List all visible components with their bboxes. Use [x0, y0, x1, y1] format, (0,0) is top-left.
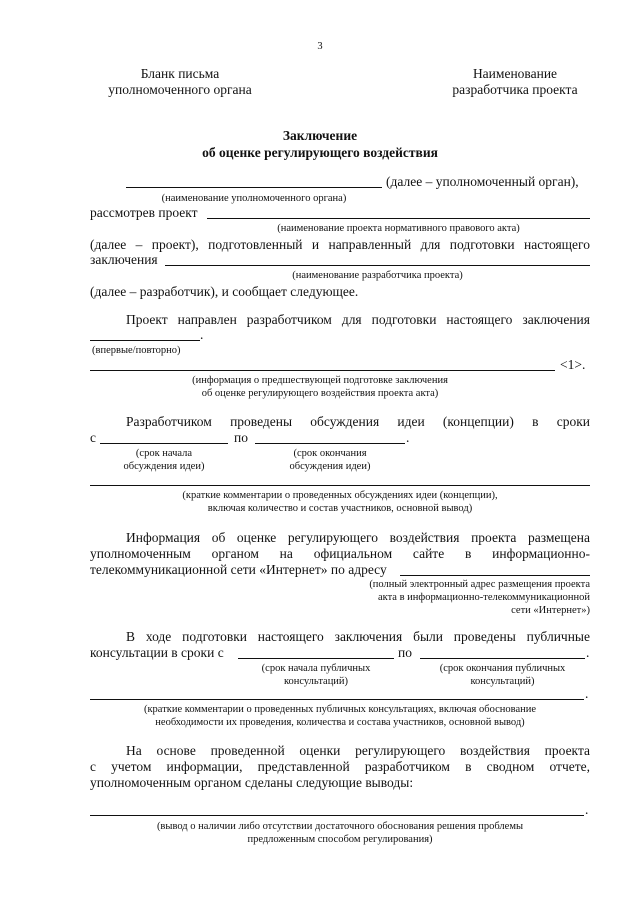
developer-caption: (наименование разработчика проекта)	[292, 270, 463, 281]
header-left-line1: Бланк письма	[140, 66, 220, 81]
header-right-line2: разработчика проекта	[452, 82, 578, 97]
consult-end-caption-line2: консультаций)	[470, 676, 535, 687]
section3-line2: уполномоченным органом на официальном сайте в информационно-	[90, 546, 590, 561]
consult-end-dot: .	[586, 645, 590, 660]
title-line2: об оценке регулирующего воздействия	[202, 145, 438, 160]
act-name-blank	[207, 218, 590, 219]
consult-end-blank	[420, 658, 585, 659]
conclusion-caption-line2: предложенным способом регулирования)	[247, 834, 433, 845]
title-line1: Заключение	[282, 128, 358, 143]
act-name-caption: (наименование проекта нормативного правового акта)	[277, 223, 520, 234]
section3-line1: Информация об оценке регулирующего воздействия проекта размещена	[126, 530, 590, 545]
section1-line1: Проект направлен разработчиком для подготовки настоящего заключения	[126, 312, 590, 327]
prior-info-blank	[90, 370, 555, 371]
conclusion-caption-line1: (вывод о наличии либо отсутствии достаточного обоснования решения проблемы	[156, 821, 524, 832]
idea-comments-caption-line1: (краткие комментарии о проведенных обсуждениях идеи (концепции),	[182, 490, 498, 501]
authority-suffix: (далее – уполномоченный орган),	[386, 174, 579, 189]
consult-start-blank	[238, 658, 394, 659]
consult-comments-blank	[90, 699, 584, 700]
consult-to-label: по	[398, 645, 412, 660]
section4-line2-prefix: консультации в сроки с	[90, 645, 224, 660]
from-label: с	[90, 430, 96, 445]
address-caption-line2: акта в информационно-телекоммуникационной	[377, 592, 590, 603]
idea-end-caption-line2: обсуждения идеи)	[289, 461, 371, 472]
authority-blank	[126, 187, 382, 188]
prior-caption-line1: (информация о предшествующей подготовке заключения	[192, 375, 448, 386]
to-label: по	[234, 430, 248, 445]
footnote-ref: <1>.	[560, 357, 586, 372]
idea-start-caption-line2: обсуждения идеи)	[123, 461, 205, 472]
prior-caption-line2: об оценке регулирующего воздействия проекта акта)	[201, 388, 439, 399]
consult-start-caption-line2: консультаций)	[283, 676, 349, 687]
developer-blank	[165, 265, 590, 266]
section5-line3: уполномоченным органом сделаны следующие выводы:	[90, 775, 414, 790]
conclusion-label: заключения	[90, 252, 158, 267]
first-time-blank	[90, 340, 200, 341]
conclusion-dot: .	[585, 802, 589, 817]
authority-caption: (наименование уполномоченного органа)	[161, 193, 347, 204]
section5-line2: с учетом информации, представленной разработчиком в сводном отчете,	[90, 759, 590, 774]
header-right-line1: Наименование	[472, 66, 558, 81]
consult-start-caption-line1: (срок начала публичных	[261, 663, 371, 674]
consult-comments-dot: .	[585, 686, 589, 701]
idea-comments-caption-line2: включая количество и состав участников, основной вывод)	[207, 503, 473, 514]
idea-comments-blank	[90, 485, 590, 486]
idea-start-blank	[100, 443, 228, 444]
idea-end-blank	[255, 443, 405, 444]
consult-comments-caption-line2: необходимости их проведения, количества и состава участников, основной вывод)	[155, 717, 525, 728]
intro-line5: (далее – разработчик), и сообщает следующее.	[90, 284, 359, 299]
conclusion-blank	[90, 815, 584, 816]
first-time-caption: (впервые/повторно)	[92, 345, 181, 356]
header-left-line2: уполномоченного органа	[108, 82, 252, 97]
section2-line1: Разработчиком проведены обсуждения идеи (концепции) в сроки	[126, 414, 590, 429]
address-blank	[400, 575, 590, 576]
consult-comments-caption-line1: (краткие комментарии о проведенных публичных консультациях, включая обоснование	[143, 704, 537, 715]
idea-end-caption-line1: (срок окончания	[293, 448, 367, 459]
intro-line3: (далее – проект), подготовленный и направленный для подготовки настоящего	[90, 237, 590, 252]
address-caption-line3: сети «Интернет»)	[511, 605, 590, 616]
section5-line1: На основе проведенной оценки регулирующего воздействия проекта	[126, 743, 590, 758]
address-caption-line1: (полный электронный адрес размещения проекта	[369, 579, 590, 590]
section3-line3: телекоммуникационной сети «Интернет» по адресу	[90, 562, 387, 577]
page-number: 3	[317, 41, 323, 52]
consult-end-caption-line1: (срок окончания публичных	[439, 663, 566, 674]
idea-end-dot: .	[406, 430, 410, 445]
section4-line1: В ходе подготовки настоящего заключения были проведены публичные	[126, 629, 590, 644]
first-time-dot: .	[200, 327, 204, 342]
idea-start-caption-line1: (срок начала	[135, 448, 193, 459]
reviewed-label: рассмотрев проект	[90, 205, 198, 220]
